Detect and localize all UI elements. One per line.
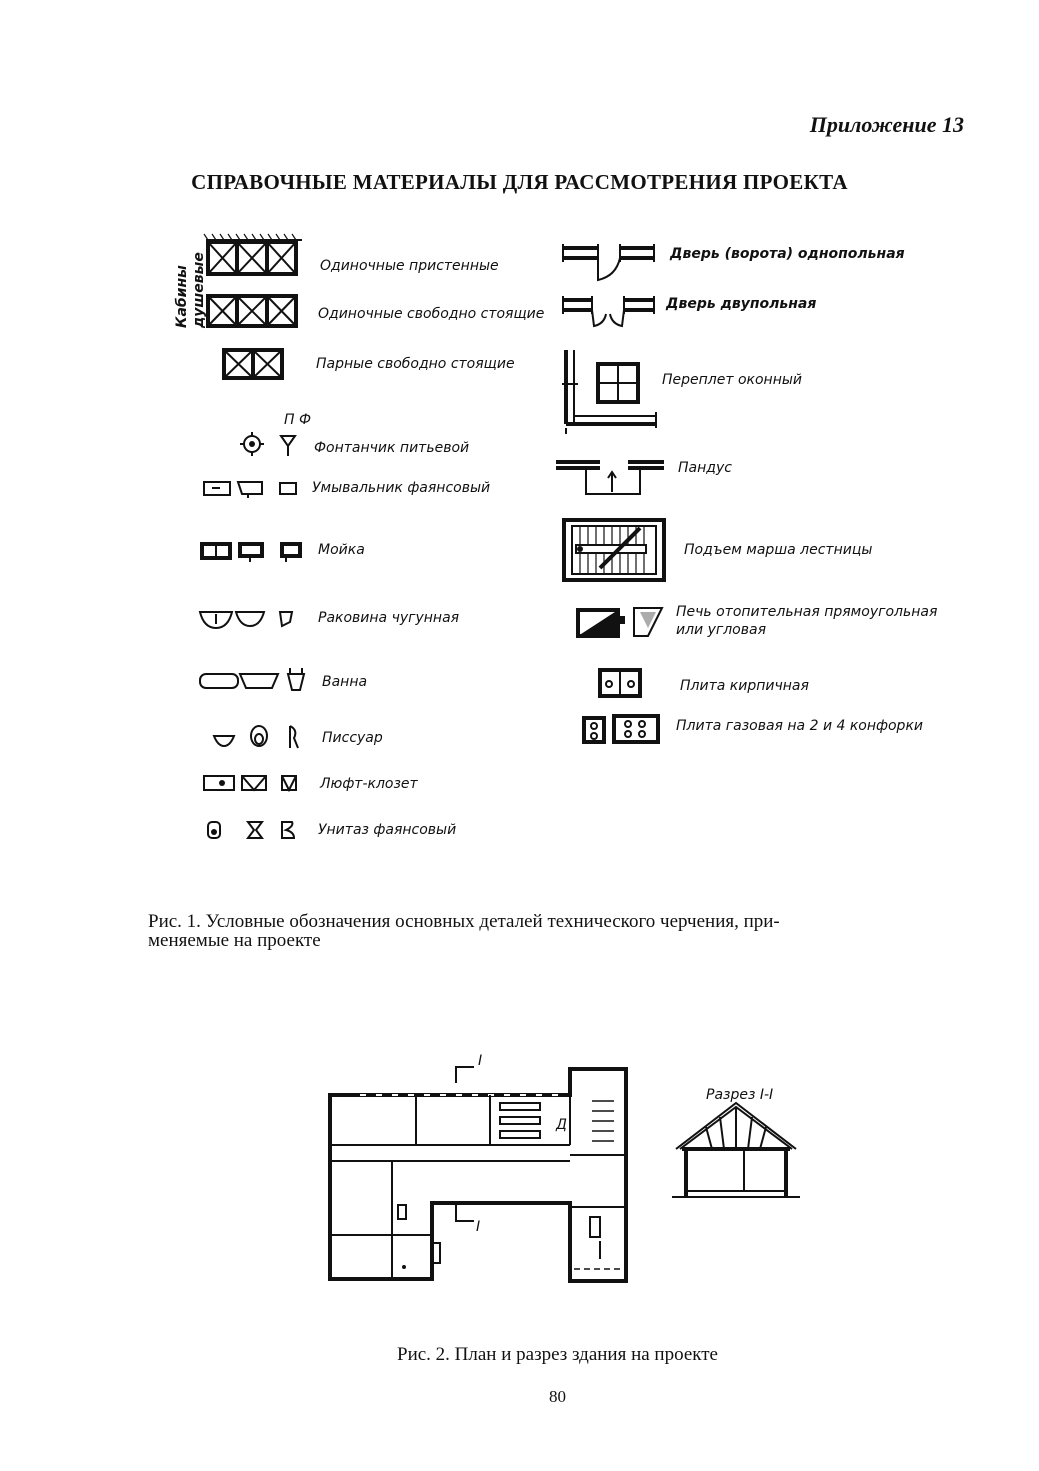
door-single-symbol: [563, 244, 654, 280]
building-plan-figure: [0, 1045, 1039, 1305]
legend-label-stairs: Подъем марша лестницы: [684, 542, 873, 558]
legend-label-brick-stove: Плита кирпичная: [680, 678, 809, 694]
figure1-caption: [148, 912, 948, 950]
legend-label-ramp: Пандус: [678, 460, 732, 476]
urinal-symbol: [214, 726, 298, 748]
legend-label-gas-stove: Плита газовая на 2 и 4 конфорки: [676, 718, 924, 734]
legend-label-window: Переплет оконный: [662, 372, 803, 388]
shower-free-symbol: [208, 296, 296, 326]
shower-label-line1: Кабины: [174, 265, 190, 328]
stove-symbol: [578, 608, 662, 636]
legend-label-stove-2: или угловая: [676, 622, 767, 638]
fountain-marks: П Ф: [284, 412, 312, 428]
legend-label-fountain: Фонтанчик питьевой: [314, 440, 470, 456]
building-section: [672, 1103, 800, 1197]
shower-cabins-group-label: [174, 252, 207, 329]
room-mark: Д: [556, 1117, 567, 1133]
fountain-symbol: [240, 432, 295, 456]
legend-label-bathtub: Ванна: [322, 674, 368, 690]
legend-label-door-single: Дверь (ворота) однопольная: [670, 246, 905, 262]
toilet-symbol: [208, 822, 294, 838]
brick-stove-symbol: [600, 670, 640, 696]
door-double-symbol: [563, 296, 654, 326]
shower-wall-symbol: [204, 234, 302, 274]
legend-label-door-double: Дверь двупольная: [666, 296, 817, 312]
air-closet-symbol: [204, 776, 296, 790]
symbols-legend-figure: [0, 228, 1039, 868]
legend-label-shower-free: Одиночные свободно стоящие: [318, 306, 545, 322]
appendix-label: Приложение 13: [809, 112, 964, 137]
figure2-caption: Рис. 2. План и разрез здания на проекте: [397, 1344, 718, 1365]
legend-label-urinal: Писсуар: [322, 730, 383, 746]
legend-label-sink: Мойка: [318, 542, 365, 558]
gas-stove-symbol: [584, 716, 658, 742]
washbasin-symbol: [204, 482, 296, 498]
ramp-symbol: [556, 462, 664, 494]
page-title: СПРАВОЧНЫЕ МАТЕРИАЛЫ ДЛЯ РАССМОТРЕНИЯ ПРОЕКТА: [191, 170, 848, 194]
figure1-caption-line2: меняемые на проекте: [148, 930, 321, 951]
window-frame-symbol: [562, 350, 656, 434]
sink-symbol: [202, 544, 300, 562]
legend-label-shower-pair: Парные свободно стоящие: [316, 356, 515, 372]
section-mark-top: I: [478, 1053, 483, 1069]
legend-label-shower-wall: Одиночные пристенные: [320, 258, 499, 274]
section-title: Разрез I-I: [706, 1087, 774, 1103]
legend-label-air-closet: Люфт-клозет: [320, 776, 418, 792]
legend-label-toilet: Унитаз фаянсовый: [318, 822, 457, 838]
page-number: 80: [549, 1387, 566, 1406]
legend-label-washbasin: Умывальник фаянсовый: [312, 480, 491, 496]
section-mark-bottom: I: [476, 1219, 481, 1235]
floor-plan: [330, 1067, 626, 1281]
shower-label-line2: душевые: [191, 252, 207, 328]
cast-iron-basin-symbol: [200, 612, 292, 628]
bathtub-symbol: [200, 668, 304, 690]
legend-label-stove: Печь отопительная прямоугольная: [676, 604, 938, 620]
figure1-caption-line1: Рис. 1. Условные обозначения основных деталей технического черчения, при-: [148, 911, 780, 932]
legend-label-cast-iron-basin: Раковина чугунная: [318, 610, 460, 626]
stairs-symbol: [564, 520, 664, 580]
shower-pair-symbol: [224, 350, 282, 378]
